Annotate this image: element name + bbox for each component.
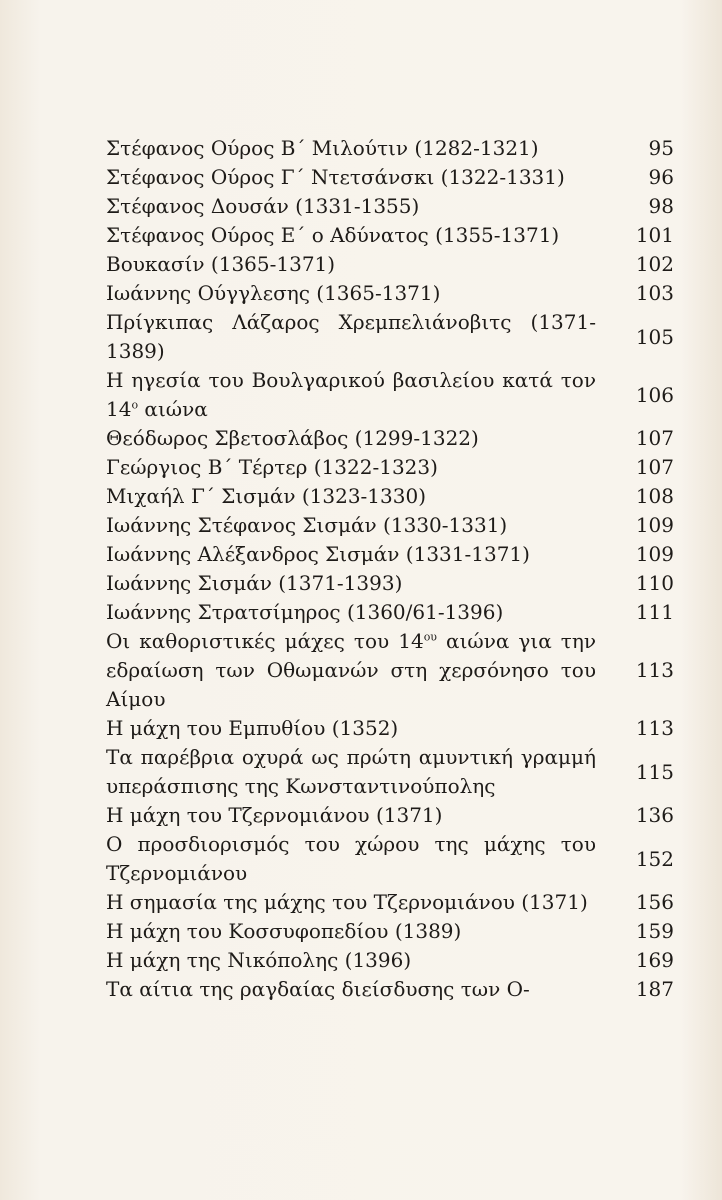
toc-entry bbox=[106, 424, 679, 453]
toc-entry-page: 101 bbox=[635, 223, 674, 247]
toc-entry-title bbox=[106, 627, 596, 714]
toc-entry-title: Ο προσδιορισμός του χώρου της μάχης του Τζερνομιάνου bbox=[106, 832, 596, 885]
toc-entry-page: 106 bbox=[635, 382, 674, 407]
toc-entry-title: Στέφανος Ούρος Ε΄ ο Αδύνατος (1355-1371) bbox=[106, 223, 560, 247]
toc-entry bbox=[106, 627, 679, 714]
title-superscript: ου bbox=[423, 630, 437, 644]
toc-entry bbox=[106, 279, 679, 308]
toc-entry-title: Μιχαήλ Γ΄ Σισμάν (1323-1330) bbox=[106, 484, 427, 508]
toc-entry bbox=[106, 598, 679, 627]
toc-entry-title: Η μάχη του Τζερνομιάνου (1371) bbox=[106, 803, 443, 827]
toc-entry-page: 105 bbox=[635, 324, 674, 349]
toc-entry-page: 113 bbox=[635, 658, 674, 682]
toc-entry-title: Ιωάννης Ούγγλεσης (1365-1371) bbox=[106, 281, 441, 305]
toc-entry bbox=[106, 569, 679, 598]
toc-entry bbox=[106, 801, 679, 830]
toc-entry-page: 152 bbox=[635, 846, 674, 871]
toc-entry bbox=[106, 192, 679, 221]
toc-entry-page: 156 bbox=[635, 890, 674, 914]
toc-entry-page: 108 bbox=[635, 484, 674, 508]
toc-entry-page: 109 bbox=[635, 542, 674, 566]
title-text: Οι καθοριστικές μάχες του 14 bbox=[106, 629, 424, 653]
toc-entry bbox=[106, 163, 679, 192]
toc-entry-title: Η μάχη της Νικόπολης (1396) bbox=[106, 948, 412, 972]
toc-entry-title: Στέφανος Ούρος Γ΄ Ντετσάνσκι (1322-1331) bbox=[106, 165, 565, 189]
toc-entry-title: Θεόδωρος Σβετοσλάβος (1299-1322) bbox=[106, 426, 479, 450]
toc-entry-title: Βουκασίν (1365-1371) bbox=[106, 252, 336, 276]
toc-entry-page: 107 bbox=[635, 426, 674, 450]
toc-entry-page: 136 bbox=[635, 803, 674, 827]
toc-entry-page: 103 bbox=[635, 281, 674, 305]
toc-entry-title: Η μάχη του Εμπυθίου (1352) bbox=[106, 716, 399, 740]
toc-entry-title: Τα αίτια της ραγδαίας διείσδυσης των Ο- bbox=[106, 977, 530, 1001]
toc-entry bbox=[106, 540, 679, 569]
toc-entry-page: 95 bbox=[648, 136, 674, 160]
toc-entry bbox=[106, 250, 679, 279]
toc-entry bbox=[106, 714, 679, 743]
toc-entry bbox=[106, 511, 679, 540]
toc-entry-title: Στέφανος Δουσάν (1331-1355) bbox=[106, 194, 420, 218]
toc-entry-title: Η μάχη του Κοσσυφοπεδίου (1389) bbox=[106, 919, 462, 943]
toc-entry bbox=[106, 482, 679, 511]
toc-entry-title: Γεώργιος Β΄ Τέρτερ (1322-1323) bbox=[106, 455, 438, 479]
toc-entry-title: Πρίγκιπας Λάζαρος Χρεμπελιάνοβιτς (1371-1389) bbox=[106, 310, 596, 363]
toc-entry-page: 107 bbox=[635, 455, 674, 479]
toc-entry-title: Η σημασία της μάχης του Τζερνομιάνου (1371) bbox=[106, 890, 588, 914]
toc-entry bbox=[106, 975, 679, 1004]
toc-entry-title: Ιωάννης Σισμάν (1371-1393) bbox=[106, 571, 403, 595]
toc-entry-page: 98 bbox=[648, 194, 674, 218]
toc-entry-title: Ιωάννης Αλέξανδρος Σισμάν (1331-1371) bbox=[106, 542, 530, 566]
table-of-contents bbox=[106, 134, 679, 1004]
toc-entry-title bbox=[106, 366, 596, 424]
toc-entry-page: 111 bbox=[635, 600, 674, 624]
toc-entry bbox=[106, 134, 679, 163]
toc-entry-title: Τα παρέβρια οχυρά ως πρώτη αμυντική γραμμή υπεράσπισης της Κωνσταντινούπολης bbox=[106, 745, 596, 798]
toc-entry bbox=[106, 308, 679, 366]
toc-entry-page: 110 bbox=[635, 571, 674, 595]
toc-entry-page: 113 bbox=[635, 716, 674, 740]
title-text: αιώνα bbox=[138, 397, 208, 421]
toc-entry bbox=[106, 453, 679, 482]
toc-entry-title: Ιωάννης Στρατσίμηρος (1360/61-1396) bbox=[106, 600, 504, 624]
toc-entry bbox=[106, 946, 679, 975]
toc-entry-title: Στέφανος Ούρος Β΄ Μιλούτιν (1282-1321) bbox=[106, 136, 539, 160]
toc-entry-page: 96 bbox=[648, 165, 674, 189]
toc-entry-page: 159 bbox=[635, 919, 674, 943]
title-text: αιώνα για την εδραίωση των Οθωμανών στη χερσόνησο του Αίμου bbox=[106, 629, 597, 711]
title-superscript: ο bbox=[131, 398, 139, 412]
toc-entry-page: 102 bbox=[635, 252, 674, 276]
title-text: Η ηγεσία του Βουλγαρικού βασιλείου κατά τον 14 bbox=[106, 368, 596, 421]
toc-entry bbox=[106, 917, 679, 946]
toc-entry-title: Ιωάννης Στέφανος Σισμάν (1330-1331) bbox=[106, 513, 508, 537]
toc-entry bbox=[106, 366, 679, 424]
toc-entry bbox=[106, 743, 679, 801]
toc-entry-page: 169 bbox=[635, 948, 674, 972]
toc-entry-page: 187 bbox=[635, 977, 674, 1001]
toc-entry bbox=[106, 221, 679, 250]
toc-entry-page: 109 bbox=[635, 513, 674, 537]
toc-entry-page: 115 bbox=[635, 759, 674, 784]
toc-entry bbox=[106, 830, 679, 888]
toc-entry bbox=[106, 888, 679, 917]
